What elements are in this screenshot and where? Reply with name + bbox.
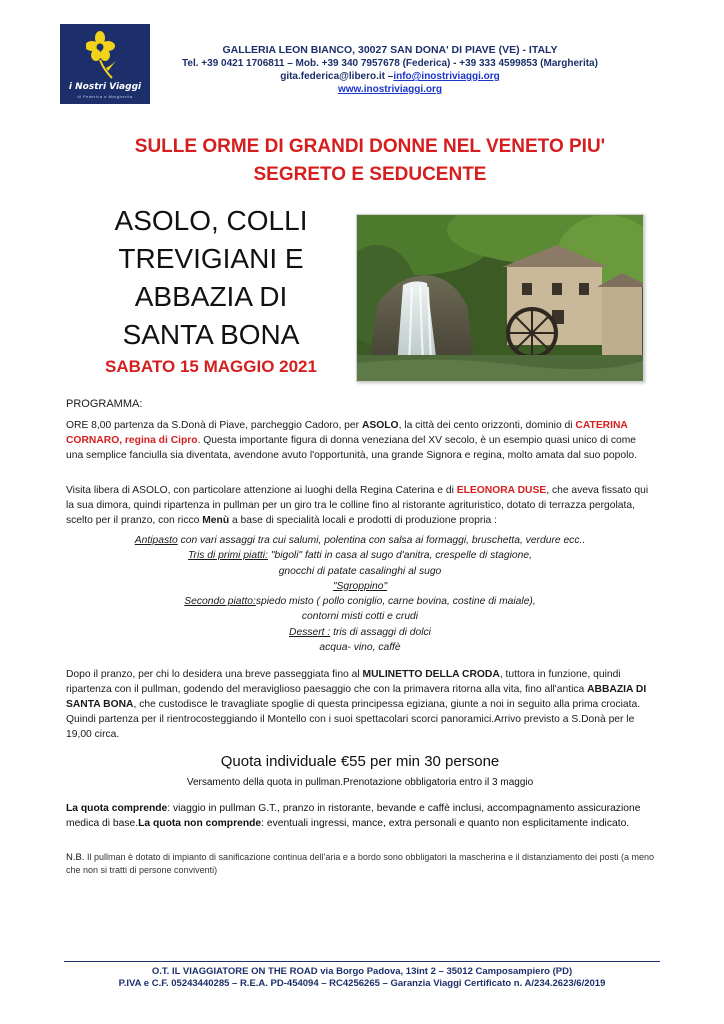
payment-note: Versamento della quota in pullman.Prenotazione obbligatoria entro il 3 maggio	[186, 777, 534, 788]
menu-secondo	[66, 594, 654, 609]
footer-divider	[64, 961, 660, 962]
company-logo	[60, 24, 150, 104]
inclusions	[66, 801, 654, 831]
p2-text-b: , che aveva fissato qui la sua dimora, quindi ripartenza in pullman per un giro tra le colline fino al ristorante agrituristico, dotato di terrazza pergolata, scelto per il pranzo, con ricco	[66, 485, 649, 526]
footer-line-2: P.IVA e C.F. 05243440285 – R.E.A. PD-454094 – RC4256265 – Garanzia Viaggi Certificato n. A/234.2623/6/2019	[118, 978, 606, 989]
covid-note	[66, 851, 666, 877]
flower-icon	[86, 30, 124, 80]
headline-line-1: SULLE ORME DI GRANDI DONNE NEL VENETO PIU'	[134, 136, 606, 157]
secondo-label: Secondo piatto:	[184, 596, 256, 608]
title-line-4: SANTA BONA	[122, 319, 300, 350]
dessert-text: tris di assaggi di dolci	[330, 626, 431, 638]
p2-text-a: Visita libera di ASOLO, con particolare attenzione ai luoghi della Regina Caterina e di	[66, 485, 457, 496]
headline	[60, 133, 680, 189]
sgroppino-text: "Sgroppino"	[332, 580, 388, 592]
nb-label: N.B.	[66, 852, 85, 863]
paragraph-departure	[66, 418, 654, 463]
contact-header	[160, 44, 620, 96]
event-date: SABATO 15 MAGGIO 2021	[105, 357, 317, 376]
footer	[60, 966, 664, 990]
p3-text-a: Dopo il pranzo, per chi lo desidera una breve passeggiata fino al	[66, 669, 363, 680]
antipasto-label: Antipasto	[134, 535, 178, 546]
email-primary: gita.federica@libero.it –	[280, 71, 394, 82]
menu-dessert	[66, 625, 654, 640]
programma-label: PROGRAMMA:	[66, 398, 143, 410]
secondo-text: spiedo misto ( pollo coniglio, carne bovina, costine di maiale),	[255, 596, 536, 608]
price-line: Quota individuale €55 per min 30 persone	[220, 753, 500, 770]
paragraph-afternoon	[66, 667, 654, 742]
menu-antipasto	[66, 533, 654, 548]
menu-primi-2: gnocchi di patate casalinghi al sugo	[278, 565, 442, 577]
mill-waterfall-photo	[356, 214, 644, 382]
p3-text-c: , che custodisce le travagliate spoglie di questa principessa egiziana, giunte a noi in seguito alla prima crociata. Quindi partenza per il rientrocosteggiando il Montello con i suoi spettacolari scorci panoramici.Arrivo previsto a S.Donà per le 19,00 circa.	[66, 699, 641, 740]
footer-line-1: O.T. IL VIAGGIATORE ON THE ROAD via Borgo Padova, 13int 2 – 35012 Camposampiero (PD)	[151, 966, 573, 977]
logo-name: i Nostri Viaggi	[68, 82, 142, 92]
menu-sgroppino	[66, 579, 654, 594]
includes-label: La quota comprende	[66, 803, 168, 814]
address-line: GALLERIA LEON BIANCO, 30027 SAN DONA' DI PIAVE (VE) - ITALY	[222, 44, 558, 56]
phone-line: Tel. +39 0421 1706811 – Mob. +39 340 7957678 (Federica) - +39 333 4599853 (Margherita)	[182, 58, 598, 69]
primi-text: "bigoli" fatti in casa al sugo d'anitra, crespelle di stagione,	[267, 550, 532, 562]
p3-mulinetto: MULINETTO DELLA CRODA	[362, 669, 500, 680]
excludes-text: : eventuali ingressi, mance, extra personali e quanto non esplicitamente indicato.	[261, 818, 630, 829]
headline-line-2: SEGRETO E SEDUCENTE	[253, 164, 487, 185]
p1-text-a: ORE 8,00 partenza da S.Donà di Piave, parcheggio Cadoro, per	[66, 420, 362, 431]
p1-text-b: , la città dei cento orizzonti, dominio di	[398, 420, 576, 431]
dessert-label: Dessert :	[289, 626, 331, 638]
p2-text-c: a base di specialità locali e prodotti di produzione propria :	[229, 515, 497, 526]
website-link[interactable]: www.inostriviaggi.org	[337, 84, 443, 95]
p3-abbazia: ABBAZIA DI SANTA BONA	[66, 684, 647, 710]
p1-asolo: ASOLO	[361, 420, 399, 431]
title-line-3: ABBAZIA DI	[134, 281, 288, 312]
p3-text-b: , tuttora in funzione, quindi ripartenza con il pullman, godendo del meraviglioso paesaggio che con la primavera ritorna alla vita, fino all'antica	[66, 669, 621, 695]
title-line-2: TREVIGIANI E	[118, 243, 304, 274]
email-line	[160, 70, 620, 83]
p1-caterina: CATERINA CORNARO, regina di Cipro	[66, 420, 628, 446]
lunch-menu	[66, 533, 654, 655]
excludes-label: La quota non comprende	[138, 818, 262, 829]
p2-menu: Menù	[202, 515, 230, 526]
photo-illustration	[357, 215, 643, 381]
page-title	[82, 202, 340, 354]
paragraph-asolo-visit	[66, 483, 654, 528]
nb-text: Il pullman è dotato di impianto di sanificazione continua dell'aria e a bordo sono obbligatori la mascherina e il distanziamento dei posti (a meno che non si tratti di persone conviventi)	[66, 852, 655, 875]
logo-subtitle: di Federica e Margherita	[77, 94, 133, 99]
email-link[interactable]: info@inostriviaggi.org	[393, 71, 500, 82]
title-line-1: ASOLO, COLLI	[114, 205, 308, 236]
menu-contorni: contorni misti cotti e crudi	[301, 611, 419, 623]
menu-primi	[66, 548, 654, 563]
primi-label: Tris di primi piatti:	[188, 550, 268, 562]
menu-bevande: acqua- vino, caffè	[319, 642, 401, 654]
p2-duse: ELEONORA DUSE	[456, 485, 547, 496]
p1-text-c: . Questa importante figura di donna veneziana del XV secolo, è un esempio quasi unico di come una semplice fanciulla sia diventata, avendone avuto l'opportunità, una grande Signora e regina, molto amata dal suo popolo.	[66, 435, 637, 461]
antipasto-text: con vari assaggi tra cui salumi, polentina con salsa ai formaggi, bruschetta, verdure ecc..	[177, 535, 586, 546]
includes-text: : viaggio in pullman G.T., pranzo in ristorante, bevande e caffè inclusi, accompagnamento assicurazione medica di base.	[66, 803, 641, 829]
